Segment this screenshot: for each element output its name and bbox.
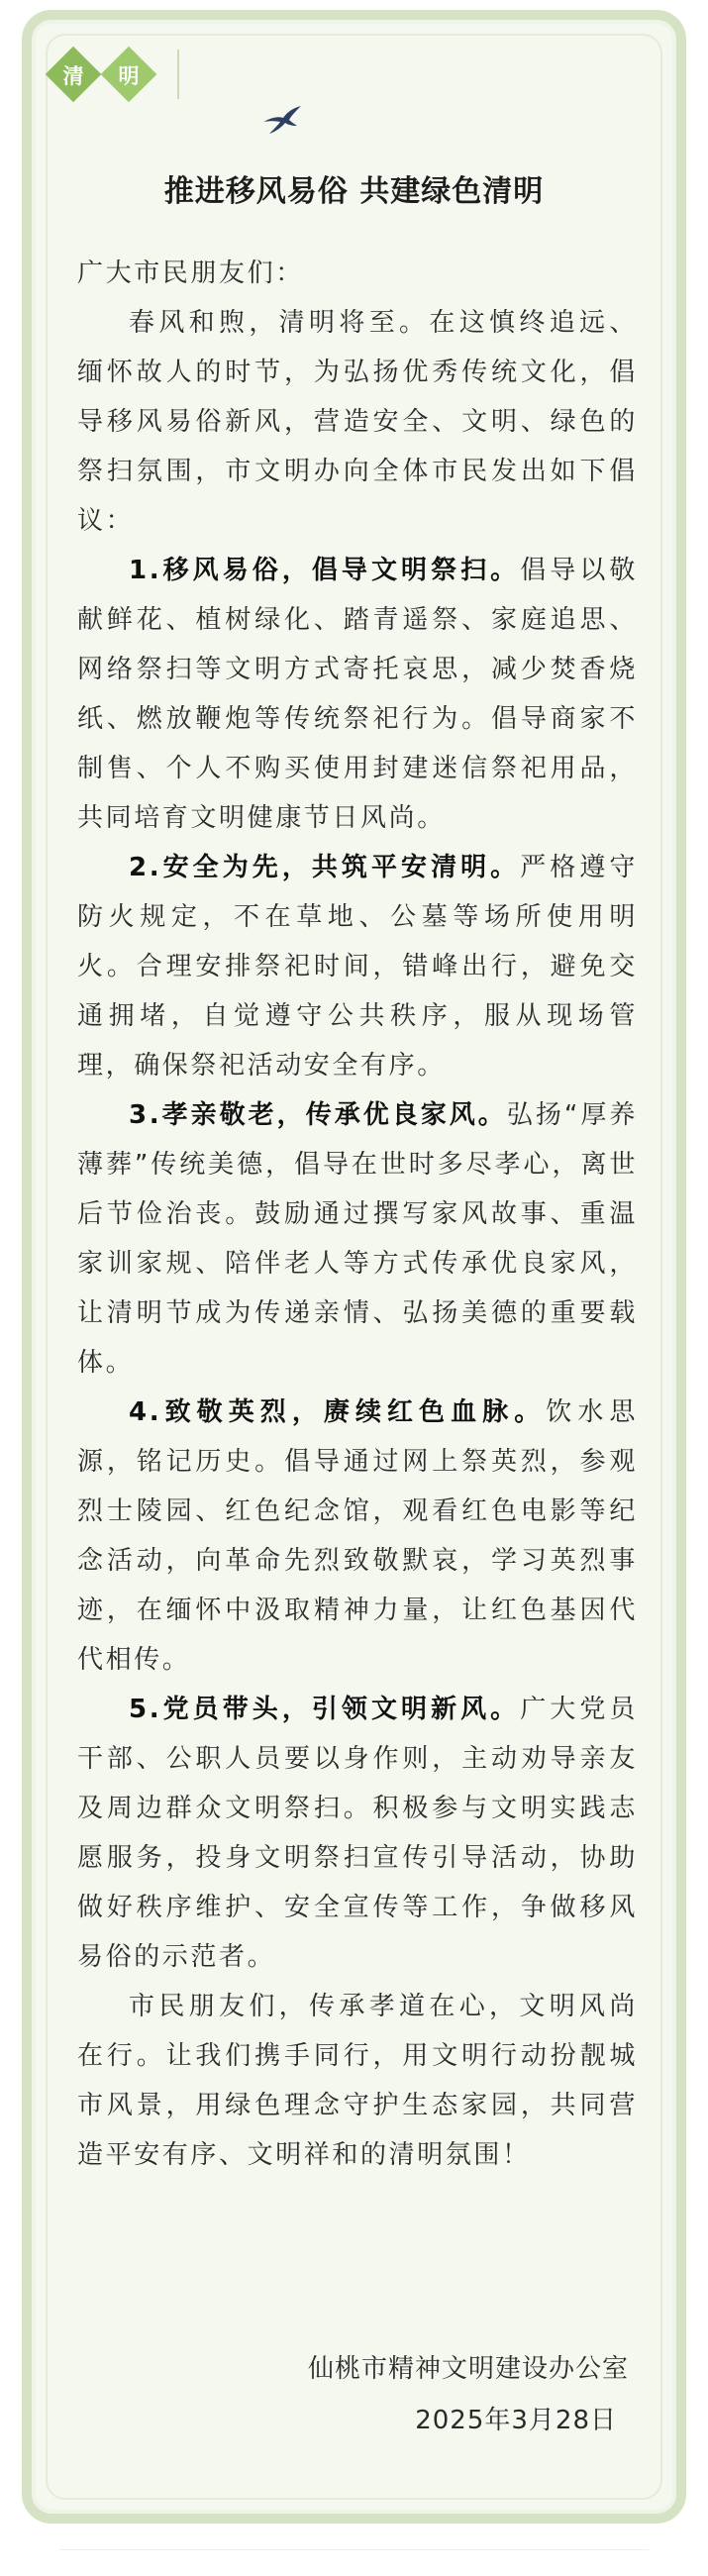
page-title: 推进移风易俗 共建绿色清明 [163,174,545,209]
initiative-text: 广大党员干部、公职人员要以身作则，主动劝导亲友及周边群众文明祭扫。积极参与文明实践志愿服务，投身文明祭扫宣传引导活动，协助做好秩序维护、安全宣传等工作，争做移风易俗的示范者。 [77,1695,638,1972]
signature-org: 仙桃市精神文明建设办公室 [307,2354,629,2384]
tag-label-qing: 清 [62,64,84,88]
signature-block [308,2343,629,2446]
swallow-icon [261,104,303,136]
initiative-item-1 [77,546,638,843]
header-tag-group [44,48,242,101]
initiative-heading: 1.移风易俗，倡导文明祭扫。 [129,556,521,585]
initiative-item-3 [77,1090,638,1388]
intro-paragraph: 春风和煦，清明将至。在这慎终追远、缅怀故人的时节，为弘扬优秀传统文化，倡导移风易俗新风，营造安全、文明、绿色的祭扫氛围，市文明办向全体市民发出如下倡议： [77,308,638,536]
initiative-text: 倡导以敬献鲜花、植树绿化、踏青遥祭、家庭追思、网络祭扫等文明方式寄托哀思，减少焚香烧纸、燃放鞭炮等传统祭祀行为。倡导商家不制售、个人不购买使用封建迷信祭祀用品，共同培育文明健康节日风尚。 [77,556,638,833]
initiative-heading: 3.孝亲敬老，传承优良家风。 [129,1100,507,1130]
initiative-text: 饮水思源，铭记历史。倡导通过网上祭英烈，参观烈士陵园、红色纪念馆，观看红色电影等纪念活动，向革命先烈致敬默哀，学习英烈事迹，在缅怀中汲取精神力量，让红色基因代代相传。 [77,1397,638,1675]
bottom-strip [0,2530,708,2576]
initiative-item-2 [77,843,638,1090]
header-divider [177,50,179,99]
initiative-heading: 4.致敬英烈，赓续红色血脉。 [129,1397,547,1427]
initiative-heading: 2.安全为先，共筑平安清明。 [129,853,521,882]
initiative-item-5 [77,1685,638,1982]
initiative-text: 严格遵守防火规定，不在草地、公墓等场所使用明火。合理安排祭祀时间，错峰出行，避免交通拥堵，自觉遵守公共秩序，服从现场管理，确保祭祀活动安全有序。 [77,853,638,1081]
bottom-divider [59,2549,649,2550]
signature-date: 2025年3月28日 [415,2406,617,2435]
article-body [77,249,638,2180]
initiative-heading: 5.党员带头，引领文明新风。 [129,1695,521,1724]
initiative-text: 弘扬“厚养薄葬”传统美德，倡导在世时多尽孝心，离世后节俭治丧。鼓励通过撰写家风故事、重温家训家规、陪伴老人等方式传承优良家风，让清明节成为传递亲情、弘扬美德的重要载体。 [77,1100,638,1378]
tag-label-ming: 明 [118,64,140,88]
initiative-item-4 [77,1388,638,1685]
closing-paragraph: 市民朋友们，传承孝道在心，文明风尚在行。让我们携手同行，用文明行动扮靓城市风景，用绿色理念守护生态家园，共同营造平安有序、文明祥和的清明氛围！ [77,1992,638,2170]
greeting: 广大市民朋友们： [77,258,304,288]
